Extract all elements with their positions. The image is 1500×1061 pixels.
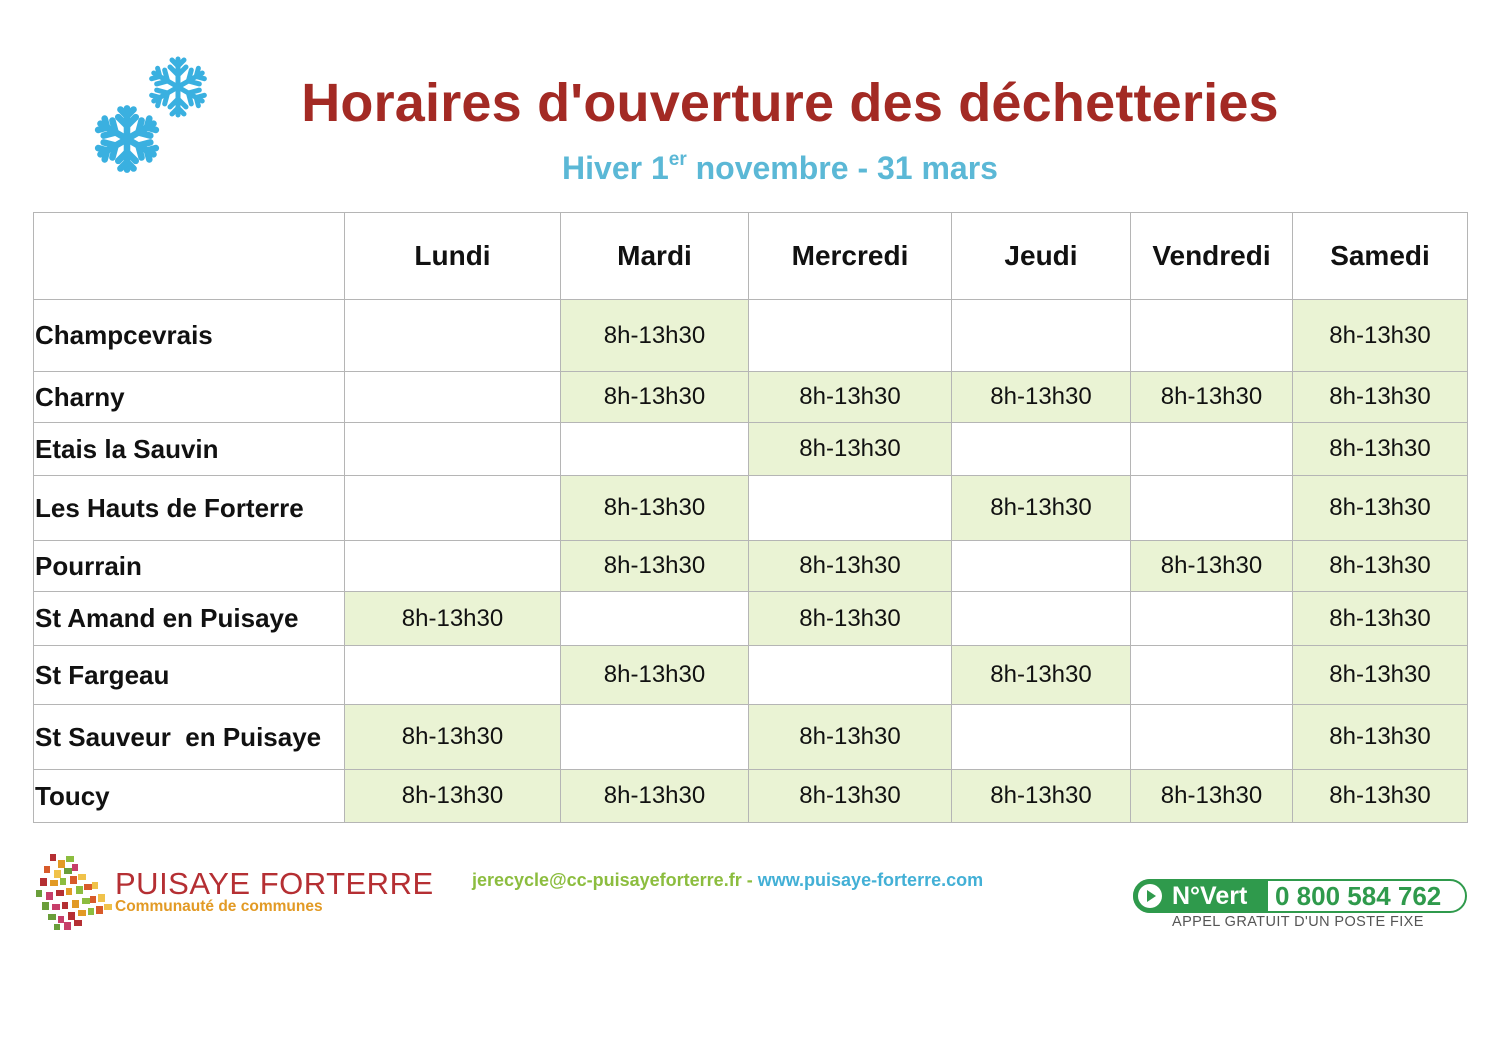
day-header: Samedi [1293, 213, 1468, 300]
logo-tile [42, 902, 49, 910]
page-subtitle [0, 150, 1500, 187]
closed-cell [1131, 476, 1293, 541]
opening-hours-cell: 8h-13h30 [561, 476, 749, 541]
logo-tile [98, 894, 105, 902]
logo-tile [48, 914, 56, 920]
opening-hours-cell: 8h-13h30 [1293, 770, 1468, 823]
logo-tile [52, 904, 60, 910]
opening-hours-cell: 8h-13h30 [561, 300, 749, 372]
opening-hours-cell: 8h-13h30 [561, 646, 749, 705]
numvert-number[interactable]: 0 800 584 762 [1275, 881, 1442, 911]
logo-tile [68, 912, 75, 920]
opening-hours-cell: 8h-13h30 [1293, 300, 1468, 372]
opening-hours-cell: 8h-13h30 [1293, 372, 1468, 423]
closed-cell [1131, 646, 1293, 705]
closed-cell [1131, 592, 1293, 646]
logo-tile [62, 902, 68, 909]
logo-tile [64, 922, 71, 930]
arrow-right-icon [1138, 884, 1162, 908]
opening-hours-cell: 8h-13h30 [345, 592, 561, 646]
opening-hours-cell: 8h-13h30 [1293, 705, 1468, 770]
logo-tile [88, 908, 94, 915]
opening-hours-cell: 8h-13h30 [561, 372, 749, 423]
opening-hours-cell: 8h-13h30 [1293, 541, 1468, 592]
email-link[interactable]: jerecycle@cc-puisayeforterre.fr [472, 870, 742, 890]
subtitle-period: novembre - 31 mars [686, 150, 998, 186]
table-row [34, 423, 1468, 476]
logo-tile [54, 924, 60, 930]
logo-tile [104, 904, 112, 910]
opening-hours-cell: 8h-13h30 [952, 476, 1131, 541]
logo-tile [70, 876, 77, 884]
table-row [34, 541, 1468, 592]
logo-tile [50, 854, 56, 861]
schedule-body [34, 300, 1468, 823]
table-row [34, 646, 1468, 705]
logo-tile [54, 870, 61, 878]
closed-cell [345, 423, 561, 476]
logo-tile [56, 890, 64, 896]
closed-cell [345, 646, 561, 705]
logo-subtitle: Communauté de communes [115, 898, 323, 915]
logo-tile [74, 920, 82, 926]
contact-separator: - [741, 870, 758, 890]
logo-tile [96, 906, 103, 914]
site-name: St Sauveur en Puisaye [34, 705, 345, 770]
table-row [34, 705, 1468, 770]
table-row [34, 300, 1468, 372]
site-name: St Fargeau [34, 646, 345, 705]
site-name: Pourrain [34, 541, 345, 592]
opening-hours-cell: 8h-13h30 [952, 646, 1131, 705]
closed-cell [749, 300, 952, 372]
table-header-row [34, 213, 1468, 300]
logo-tile [40, 878, 47, 886]
opening-hours-cell: 8h-13h30 [749, 770, 952, 823]
numvert-label: N°Vert [1172, 882, 1248, 910]
table-row [34, 372, 1468, 423]
day-header: Vendredi [1131, 213, 1293, 300]
closed-cell [952, 592, 1131, 646]
opening-hours-cell: 8h-13h30 [749, 592, 952, 646]
closed-cell [561, 592, 749, 646]
logo-tile [90, 896, 96, 903]
header-corner [34, 213, 345, 300]
opening-hours-cell: 8h-13h30 [345, 705, 561, 770]
opening-hours-cell: 8h-13h30 [1131, 541, 1293, 592]
logo-tile [82, 898, 90, 904]
table-row [34, 476, 1468, 541]
opening-hours-cell: 8h-13h30 [952, 770, 1131, 823]
opening-hours-cell: 8h-13h30 [1131, 770, 1293, 823]
day-header: Lundi [345, 213, 561, 300]
closed-cell [345, 476, 561, 541]
logo-tile [92, 882, 98, 889]
closed-cell [1131, 705, 1293, 770]
site-name: St Amand en Puisaye [34, 592, 345, 646]
closed-cell [952, 705, 1131, 770]
logo-tile [84, 884, 92, 890]
closed-cell [561, 423, 749, 476]
closed-cell [345, 300, 561, 372]
site-name: Les Hauts de Forterre [34, 476, 345, 541]
logo-tile [78, 910, 86, 916]
logo-tile [66, 888, 72, 895]
closed-cell [561, 705, 749, 770]
closed-cell [952, 423, 1131, 476]
subtitle-ordinal: er [668, 149, 687, 171]
opening-hours-cell: 8h-13h30 [749, 705, 952, 770]
opening-hours-cell: 8h-13h30 [345, 770, 561, 823]
opening-hours-cell: 8h-13h30 [1293, 423, 1468, 476]
numvert-note: APPEL GRATUIT D'UN POSTE FIXE [1172, 914, 1424, 930]
logo-tile [46, 892, 53, 900]
contact-line [472, 870, 983, 891]
closed-cell [345, 372, 561, 423]
site-name: Champcevrais [34, 300, 345, 372]
logo-name: PUISAYE FORTERRE [115, 866, 434, 901]
opening-hours-cell: 8h-13h30 [1293, 476, 1468, 541]
day-header: Jeudi [952, 213, 1131, 300]
website-link[interactable]: www.puisaye-forterre.com [757, 870, 984, 890]
table-row [34, 770, 1468, 823]
logo-tile [50, 880, 58, 886]
opening-hours-cell: 8h-13h30 [749, 372, 952, 423]
schedule-table [33, 212, 1468, 823]
logo-tile [58, 916, 64, 923]
closed-cell [952, 300, 1131, 372]
logo-tile [72, 900, 79, 908]
opening-hours-cell: 8h-13h30 [1131, 372, 1293, 423]
logo-tile [72, 864, 78, 871]
logo-tile [36, 890, 42, 897]
subtitle-season: Hiver 1 [562, 150, 669, 186]
logo-tile [78, 874, 86, 880]
opening-hours-cell: 8h-13h30 [1293, 646, 1468, 705]
day-header: Mercredi [749, 213, 952, 300]
site-name: Toucy [34, 770, 345, 823]
closed-cell [952, 541, 1131, 592]
closed-cell [749, 646, 952, 705]
logo-tile [58, 860, 65, 868]
site-name: Etais la Sauvin [34, 423, 345, 476]
table-row [34, 592, 1468, 646]
opening-hours-cell: 8h-13h30 [749, 423, 952, 476]
opening-hours-cell: 8h-13h30 [1293, 592, 1468, 646]
closed-cell [1131, 423, 1293, 476]
closed-cell [749, 476, 952, 541]
opening-hours-cell: 8h-13h30 [749, 541, 952, 592]
logo-tile [66, 856, 74, 862]
opening-hours-cell: 8h-13h30 [561, 541, 749, 592]
day-header: Mardi [561, 213, 749, 300]
logo-tile [64, 868, 72, 874]
site-name: Charny [34, 372, 345, 423]
closed-cell [1131, 300, 1293, 372]
logo-tile [44, 866, 50, 873]
closed-cell [345, 541, 561, 592]
opening-hours-cell: 8h-13h30 [561, 770, 749, 823]
logo-tile [76, 886, 83, 894]
page-title: Horaires d'ouverture des déchetteries [301, 73, 1279, 133]
opening-hours-cell: 8h-13h30 [952, 372, 1131, 423]
logo-tile [60, 878, 66, 885]
